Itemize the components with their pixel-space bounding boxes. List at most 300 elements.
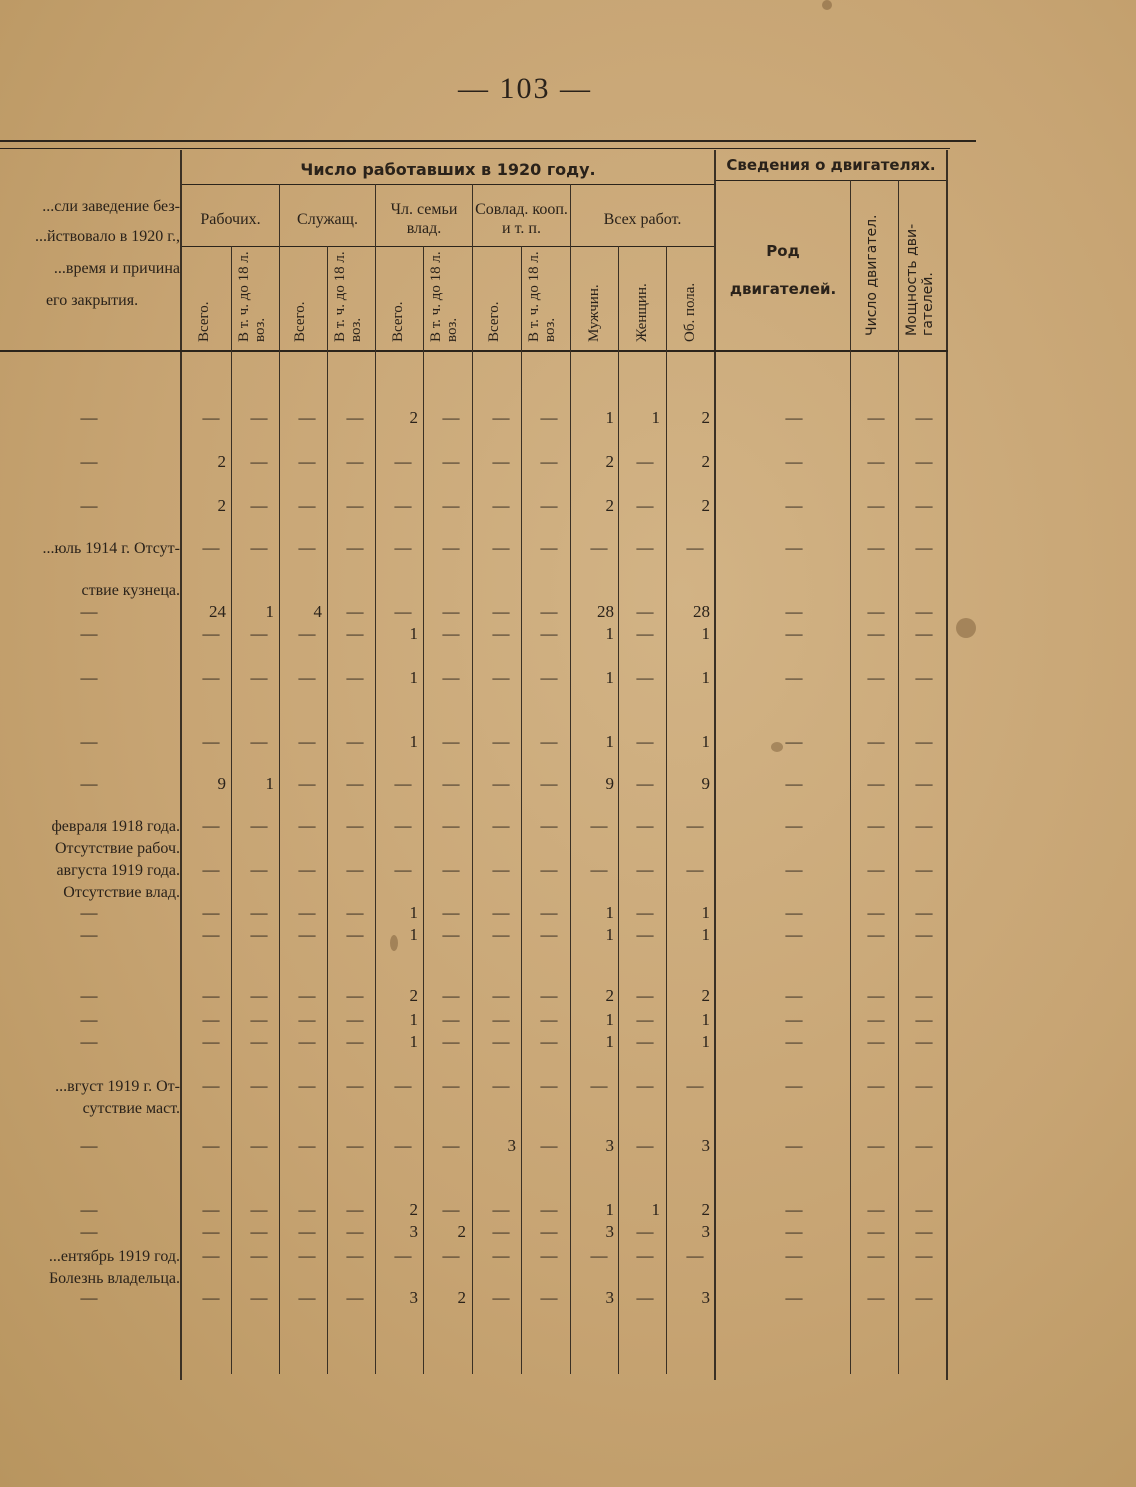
table-cell: — [540,602,558,621]
table-cell: — [636,1076,654,1095]
table-cell: 1 [409,1010,418,1029]
row-description: — [80,1288,98,1307]
row-description: — [80,1010,98,1029]
col-header: В т. ч. до 18 л. воз. [332,251,364,342]
table-cell: — [394,452,412,471]
table-cell: — [915,816,933,835]
table-cell: — [346,668,364,687]
table-cell: — [298,1200,316,1219]
table-cell: 2 [605,986,614,1005]
table-cell: — [202,986,220,1005]
row-description: — [80,1222,98,1241]
table-cell: — [636,668,654,687]
col-line [231,246,232,1374]
table-cell: — [785,1288,803,1307]
table-cell: — [492,1076,510,1095]
table-cell: — [202,925,220,944]
table-cell: — [346,408,364,427]
table-cell: — [867,925,885,944]
closure-header-line: его закрытия. [45,292,139,309]
table-cell: — [298,860,316,879]
table-cell: — [250,1222,268,1241]
table-cell: — [394,774,412,793]
row-description: — [80,408,98,427]
table-cell: — [346,1246,364,1265]
row-description: — [80,1136,98,1155]
table-cell: — [442,860,460,879]
table-cell: — [298,1076,316,1095]
table-cell: — [540,860,558,879]
col-line [327,246,328,1374]
table-cell: 3 [409,1288,418,1307]
table-cell: — [346,538,364,557]
table-cell: — [442,408,460,427]
table-cell: 9 [701,774,710,793]
table-cell: — [492,816,510,835]
table-cell: — [492,925,510,944]
engine-power-header: Мощность дви- гателей. [904,223,936,336]
table-cell: — [250,1288,268,1307]
table-cell: — [867,732,885,751]
table-cell: — [636,1288,654,1307]
table-cell: — [202,624,220,643]
table-cell: — [202,1136,220,1155]
table-cell: — [202,903,220,922]
table-cell: — [346,1076,364,1095]
table-cell: — [867,668,885,687]
table-cell: — [202,408,220,427]
table-cell: — [636,452,654,471]
table-cell: — [686,860,704,879]
table-cell: 1 [605,624,614,643]
table-cell: — [867,1200,885,1219]
col-header: Всего. [196,301,212,342]
table-cell: — [442,602,460,621]
table-cell: 1 [409,624,418,643]
table-cell: 28 [597,602,614,621]
table-cell: — [202,1246,220,1265]
table-cell: 1 [409,668,418,687]
table-cell: — [636,1136,654,1155]
table-cell: — [915,408,933,427]
table-cell: — [298,816,316,835]
table-cell: 1 [605,408,614,427]
table-cell: 1 [409,903,418,922]
table-cell: — [785,986,803,1005]
table-cell: — [867,1010,885,1029]
table-cell: — [867,1288,885,1307]
table-cell: — [394,496,412,515]
table-cell: — [346,925,364,944]
table-cell: — [867,602,885,621]
table-cell: — [590,860,608,879]
table-cell: — [394,1246,412,1265]
table-cell: — [298,1032,316,1051]
table-cell: — [636,732,654,751]
table-cell: — [785,732,803,751]
table-cell: — [298,732,316,751]
table-cell: 2 [701,408,710,427]
closure-header-line: ...сли заведение без- [42,198,180,215]
table-cell: — [785,925,803,944]
table-cell: — [202,816,220,835]
table-cell: — [915,602,933,621]
table-cell: 2 [409,986,418,1005]
table-cell: — [636,1222,654,1241]
table-cell: — [785,1246,803,1265]
table-cell: 24 [209,602,226,621]
table-cell: — [915,1032,933,1051]
table-cell: — [540,408,558,427]
table-cell: 2 [605,452,614,471]
row-description: — [80,668,98,687]
table-cell: — [867,496,885,515]
table-cell: — [540,774,558,793]
table-cell: — [785,1076,803,1095]
table-cell: 2 [701,1200,710,1219]
table-cell: — [346,1200,364,1219]
table-cell: 3 [409,1222,418,1241]
header-rule [182,246,714,247]
table-cell: 1 [701,732,710,751]
col-line [423,246,424,1374]
table-cell: — [346,1222,364,1241]
table-cell: — [202,732,220,751]
table-cell: — [915,925,933,944]
table-cell: 1 [701,925,710,944]
table-cell: — [867,1136,885,1155]
table-cell: — [394,1136,412,1155]
table-cell: — [785,816,803,835]
table-cell: — [915,1288,933,1307]
table-cell: — [636,496,654,515]
subgroup-employees: Служащ. [297,211,358,228]
table-cell: — [636,538,654,557]
table-cell: 1 [605,1032,614,1051]
subgroup-all-workers: Всех работ. [603,211,682,228]
table-cell: — [785,1010,803,1029]
table-cell: — [540,1222,558,1241]
engine-type-header [716,232,850,308]
table-cell: — [298,774,316,793]
table-cell: — [250,496,268,515]
table-cell: — [346,624,364,643]
engine-type-line: двигателей. [729,280,837,298]
table-cell: 2 [457,1222,466,1241]
table-cell: — [492,1010,510,1029]
table-cell: — [298,408,316,427]
row-description: Болезнь владельца. [48,1270,180,1287]
table-cell: — [492,986,510,1005]
table-cell: — [492,668,510,687]
table-cell: — [785,1136,803,1155]
row-description: августа 1919 года. [56,862,180,879]
table-cell: — [346,816,364,835]
table-cell: — [867,860,885,879]
table-cell: — [540,925,558,944]
row-description: ...ентябрь 1919 год. [48,1248,180,1265]
table-cell: — [915,538,933,557]
table-cell: 9 [217,774,226,793]
table-cell: — [785,602,803,621]
table-cell: — [867,452,885,471]
table-cell: — [298,1136,316,1155]
table-cell: — [250,860,268,879]
table-cell: — [590,816,608,835]
table-cell: — [442,816,460,835]
table-cell: — [492,1246,510,1265]
closure-header-line: ...время и причина [53,260,180,277]
table-cell: — [915,903,933,922]
table-cell: — [636,1032,654,1051]
table-cell: — [202,1200,220,1219]
table-cell: — [346,903,364,922]
col-header: В т. ч. до 18 л. воз. [236,251,268,342]
group-line [375,184,376,1374]
table-cell: 1 [409,1032,418,1051]
table-cell: — [250,1010,268,1029]
row-description: Отсутствие рабоч. [54,840,180,857]
table-cell: 28 [693,602,710,621]
table-cell: — [915,668,933,687]
table-cell: — [540,816,558,835]
table-cell: — [442,1076,460,1095]
table-cell: — [915,1246,933,1265]
table-cell: — [590,1246,608,1265]
table-cell: — [202,1032,220,1051]
table-cell: — [394,816,412,835]
table-cell: — [867,816,885,835]
col-line [521,246,522,1374]
table-cell: — [785,903,803,922]
table-cell: — [298,668,316,687]
table-cell: — [492,452,510,471]
col-line [850,180,851,1374]
table-cell: — [785,1222,803,1241]
table-cell: — [867,903,885,922]
table-cell: — [492,774,510,793]
table-cell: — [785,624,803,643]
col-line [666,246,667,1374]
table-cell: — [915,986,933,1005]
table-cell: — [590,1076,608,1095]
table-cell: — [867,1246,885,1265]
table-cell: 3 [605,1288,614,1307]
table-cell: — [346,1136,364,1155]
table-cell: — [867,1076,885,1095]
table-cell: — [442,774,460,793]
table-cell: — [442,1010,460,1029]
table-cell: — [686,1246,704,1265]
row-description: — [80,624,98,643]
row-description: — [80,1032,98,1051]
table-cell: — [492,903,510,922]
header-rule [716,180,946,181]
table-cell: — [636,986,654,1005]
col-header: Всего. [292,301,308,342]
table-cell: 1 [701,1032,710,1051]
table-cell: 1 [265,774,274,793]
table-cell: — [298,925,316,944]
table-cell: — [250,452,268,471]
page-number: — 103 — [458,72,592,105]
header-bottom-rule [0,350,948,352]
table-cell: — [540,1076,558,1095]
table-cell: — [492,408,510,427]
table-cell: — [867,624,885,643]
row-description: ...юль 1914 г. Отсут- [42,540,180,557]
table-cell: 1 [409,732,418,751]
col-header: Мужчин. [586,284,602,342]
table-cell: — [394,602,412,621]
table-cell: 3 [701,1136,710,1155]
table-cell: — [636,925,654,944]
row-description: — [80,774,98,793]
table-cell: 2 [701,986,710,1005]
table-cell: — [298,1010,316,1029]
table-cell: — [250,925,268,944]
table-cell: — [540,496,558,515]
table-cell: — [636,602,654,621]
table-cell: — [250,624,268,643]
table-cell: — [442,668,460,687]
table-cell: 1 [701,624,710,643]
table-cell: 2 [457,1288,466,1307]
table-cell: 2 [605,496,614,515]
table-cell: — [394,860,412,879]
table-cell: 3 [605,1222,614,1241]
table-cell: — [636,860,654,879]
table-cell: — [250,986,268,1005]
paper-stain [822,0,832,10]
closure-header-line: ...йствовало в 1920 г., [35,228,180,245]
col-header: Об. пола. [682,282,698,342]
paper-stain [390,935,398,951]
table-cell: 1 [605,732,614,751]
table-cell: — [298,1222,316,1241]
col-header: Женщин. [634,283,650,342]
table-cell: — [298,903,316,922]
table-cell: — [590,538,608,557]
table-cell: — [785,1200,803,1219]
col-line [898,180,899,1374]
table-cell: — [915,1076,933,1095]
table-cell: — [636,816,654,835]
row-description: — [80,903,98,922]
table-cell: — [442,496,460,515]
table-cell: — [250,903,268,922]
table-cell: — [250,538,268,557]
table-cell: — [915,1010,933,1029]
table-cell: — [442,986,460,1005]
table-cell: 2 [701,452,710,471]
table-cell: — [298,452,316,471]
top-rule [0,140,976,142]
table-cell: 3 [605,1136,614,1155]
col-header: Всего. [390,301,406,342]
table-cell: — [346,452,364,471]
table-cell: — [915,624,933,643]
table-cell: — [686,538,704,557]
table-cell: — [540,668,558,687]
table-cell: — [915,732,933,751]
table-cell: — [492,538,510,557]
engine-count-header: Число двигател. [864,214,880,336]
row-description: — [80,496,98,515]
table-cell: — [636,1246,654,1265]
table-cell: — [202,1076,220,1095]
header-rule [182,184,714,185]
table-cell: — [346,1288,364,1307]
table-cell: — [915,452,933,471]
table-cell: — [298,1288,316,1307]
table-cell: 1 [605,1010,614,1029]
table-cell: 3 [507,1136,516,1155]
table-cell: — [785,668,803,687]
table-cell: — [442,925,460,944]
table-cell: — [442,732,460,751]
frame-line [714,150,716,1380]
table-cell: — [636,624,654,643]
table-cell: — [540,1032,558,1051]
table-cell: — [250,1076,268,1095]
table-cell: — [540,538,558,557]
table-cell: — [250,668,268,687]
table-cell: — [346,1010,364,1029]
table-cell: — [636,1010,654,1029]
table-cell: — [915,1136,933,1155]
table-cell: — [540,1288,558,1307]
table-cell: 3 [701,1288,710,1307]
table-cell: — [298,986,316,1005]
table-cell: — [540,452,558,471]
table-cell: — [492,496,510,515]
table-cell: — [915,860,933,879]
table-cell: — [442,1246,460,1265]
table-cell: — [785,1032,803,1051]
table-cell: — [492,1288,510,1307]
table-cell: — [250,1136,268,1155]
table-cell: — [202,668,220,687]
row-description: — [80,732,98,751]
group-line [472,184,473,1374]
row-description: — [80,452,98,471]
col-header: Всего. [486,301,502,342]
table-cell: — [540,624,558,643]
table-cell: — [250,1032,268,1051]
table-cell: — [346,1032,364,1051]
table-cell: 1 [651,408,660,427]
row-description: ствие кузнеца. [81,582,180,599]
table-cell: — [298,1246,316,1265]
paper-stain [771,742,783,752]
table-cell: 1 [605,903,614,922]
table-cell: — [492,860,510,879]
table-cell: — [202,1222,220,1241]
table-cell: — [785,408,803,427]
table-cell: — [492,1032,510,1051]
table-cell: — [250,408,268,427]
table-cell: — [636,903,654,922]
table-cell: — [394,538,412,557]
subgroup-coowners: Совлад. кооп. и т. п. [475,201,568,237]
table-cell: — [442,1136,460,1155]
table-cell: — [540,1010,558,1029]
table-cell: 1 [651,1200,660,1219]
table-cell: — [785,496,803,515]
table-cell: — [442,452,460,471]
table-cell: — [686,1076,704,1095]
